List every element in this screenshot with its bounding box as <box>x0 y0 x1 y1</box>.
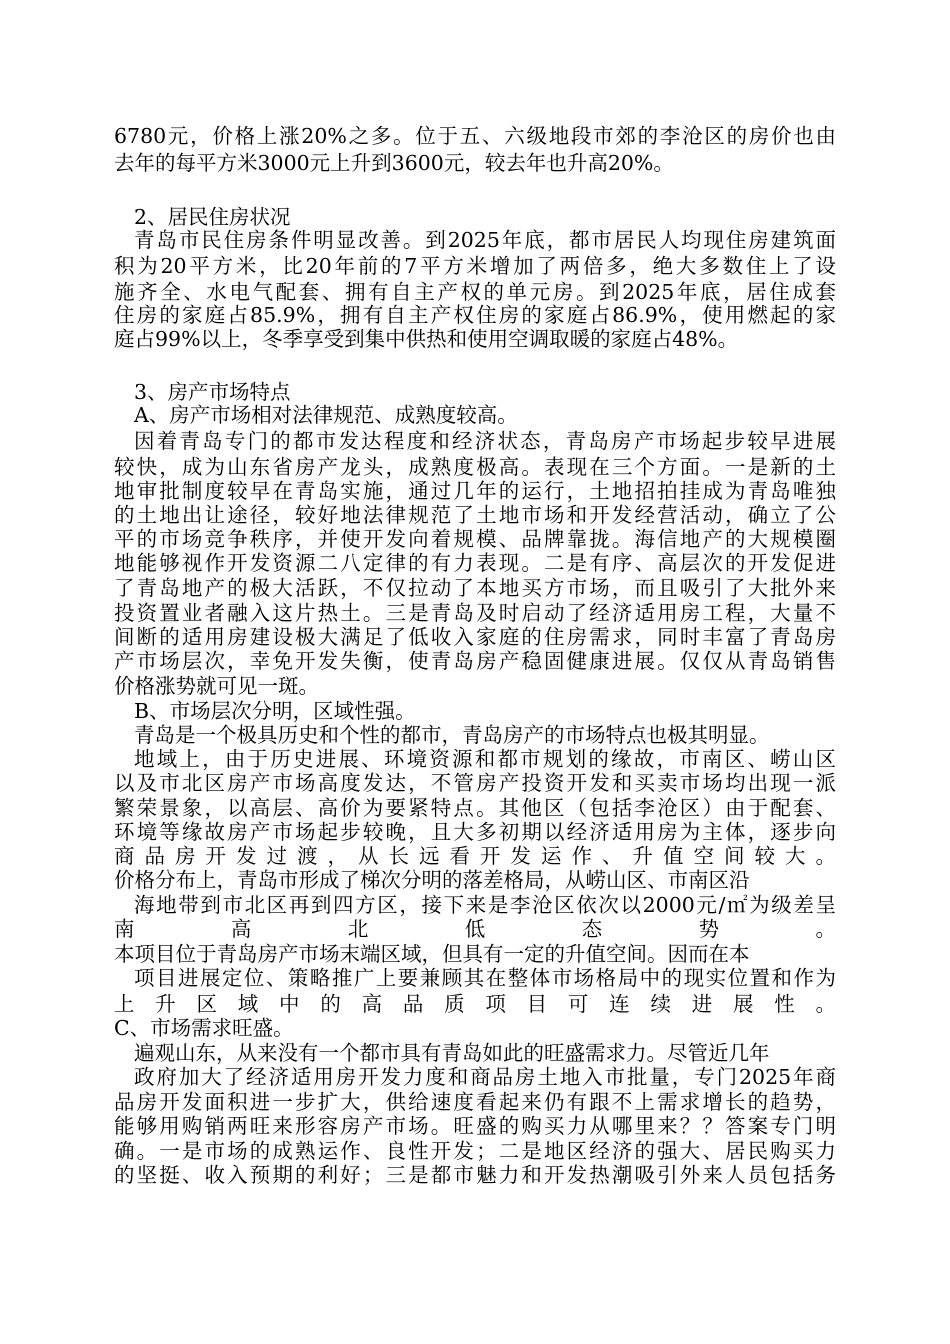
paragraph-line: 因着青岛专门的都市发达程度和经济状态，青岛房产市场起步较早进展 <box>134 429 836 453</box>
paragraph-line: 青岛是一个极具历史和个性的都市，青岛房产的市场特点也极其明显。 <box>134 723 770 747</box>
subsection-heading: B、市场层次分明，区域性强。 <box>134 699 416 723</box>
paragraph-line: 住房的家庭占85.9%，拥有自主产权住房的家庭占86.9%，使用燃起的家 <box>114 303 836 327</box>
paragraph-line: 去年的每平方米3000元上升到3600元，较去年也升高20%。 <box>114 151 674 175</box>
paragraph-line: 繁荣景象，以高层、高价为要紧特点。其他区（包括李沧区）由于配套、 <box>114 796 836 820</box>
paragraph-line: 间断的适用房建设极大满足了低收入家庭的住房需求，同时丰富了青岛房 <box>114 625 836 649</box>
paragraph-line: 品房开发面积进一步扩大，供给速度看起来仍有跟不上需求增长的趋势， <box>114 1090 836 1114</box>
paragraph-line: 6780元，价格上涨20%之多。位于五、六级地段市郊的李沧区的房价也由 <box>114 124 836 148</box>
paragraph-line: 地能够视作开发资源二八定律的有力表现。二是有序、高层次的开发促进 <box>114 551 836 575</box>
section-heading: 3、房产市场特点 <box>134 380 291 404</box>
paragraph-line: 商品房开发过渡，从长远看开发运作、升值空间较大。 <box>114 844 836 868</box>
paragraph-line: 价格分布上，青岛市形成了梯次分明的落差格局，从崂山区、市南区沿 <box>114 868 750 892</box>
paragraph-line: 上升区域中的高品质项目可连续进展性。 <box>114 992 836 1016</box>
paragraph-line: C、市场需求旺盛。 <box>114 1016 294 1040</box>
paragraph-line: 庭占99%以上，冬季享受到集中供热和使用空调取暖的家庭占48%。 <box>114 327 739 351</box>
paragraph-line: 项目进展定位、策略推广上要兼顾其在整体市场格局中的现实位置和作为 <box>134 966 836 990</box>
paragraph-line: 确。一是市场的成熟运作、良性开发；二是地区经济的强大、居民购买力 <box>114 1139 836 1163</box>
paragraph-line: 环境等缘故房产市场起步较晚，且大多初期以经济适用房为主体，逐步向 <box>114 820 836 844</box>
paragraph-line: 能够用购销两旺来形容房产市场。旺盛的购买力从哪里来？？答案专门明 <box>114 1114 836 1138</box>
paragraph-line: 投资置业者融入这片热土。三是青岛及时启动了经济适用房工程，大量不 <box>114 601 836 625</box>
paragraph-line: 较快，成为山东省房产龙头，成熟度极高。表现在三个方面。一是新的土 <box>114 455 836 479</box>
paragraph-line: 地域上，由于历史进展、环境资源和都市规划的缘故，市南区、崂山区 <box>134 747 836 771</box>
paragraph-line: 地审批制度较早在青岛实施，通过几年的运行，土地招拍挂成为青岛唯独 <box>114 479 836 503</box>
paragraph-line: 青岛市民住房条件明显改善。到2025年底，都市居民人均现住房建筑面 <box>134 228 836 252</box>
paragraph-line: 积为20平方米，比20年前的7平方米增加了两倍多，绝大多数住上了设 <box>114 254 836 278</box>
paragraph-line: 政府加大了经济适用房开发力度和商品房土地入市批量，专门2025年商 <box>134 1065 836 1089</box>
paragraph-line: 以及市北区房产市场高度发达，不管房产投资开发和买卖市场均出现一派 <box>114 771 836 795</box>
paragraph-line: 产市场层次，幸免开发失衡，使青岛房产稳固健康进展。仅仅从青岛销售 <box>114 649 836 673</box>
paragraph-line: 平的市场竞争秩序，并使开发向着规模、品牌靠拢。海信地产的大规模圈 <box>114 527 836 551</box>
paragraph-line: 本项目位于青岛房产市场末端区域，但具有一定的升值空间。因而在本 <box>114 942 750 966</box>
paragraph-line: 南高北低态势。 <box>114 917 836 941</box>
paragraph-line: 的坚挺、收入预期的利好；三是都市魅力和开发热潮吸引外来人员包括务 <box>114 1163 836 1187</box>
paragraph-line: 了青岛地产的极大活跃，不仅拉动了本地买方市场，而且吸引了大批外来 <box>114 576 836 600</box>
section-heading: 2、居民住房状况 <box>134 205 291 229</box>
subsection-heading: 遍观山东，从来没有一个都市具有青岛如此的旺盛需求力。尽管近几年 <box>134 1041 770 1065</box>
paragraph-line: 海地带到市北区再到四方区，接下来是李沧区依次以2000元/㎡为级差呈 <box>134 893 836 917</box>
subsection-heading: A、房产市场相对法律规范、成熟度较高。 <box>134 403 518 427</box>
paragraph-line: 的土地出让途径，较好地法律规范了土地市场和开发经营活动，确立了公 <box>114 503 836 527</box>
paragraph-line: 价格涨势就可见一斑。 <box>114 674 319 698</box>
paragraph-line: 施齐全、水电气配套、拥有自主产权的单元房。到2025年底，居住成套 <box>114 280 836 304</box>
